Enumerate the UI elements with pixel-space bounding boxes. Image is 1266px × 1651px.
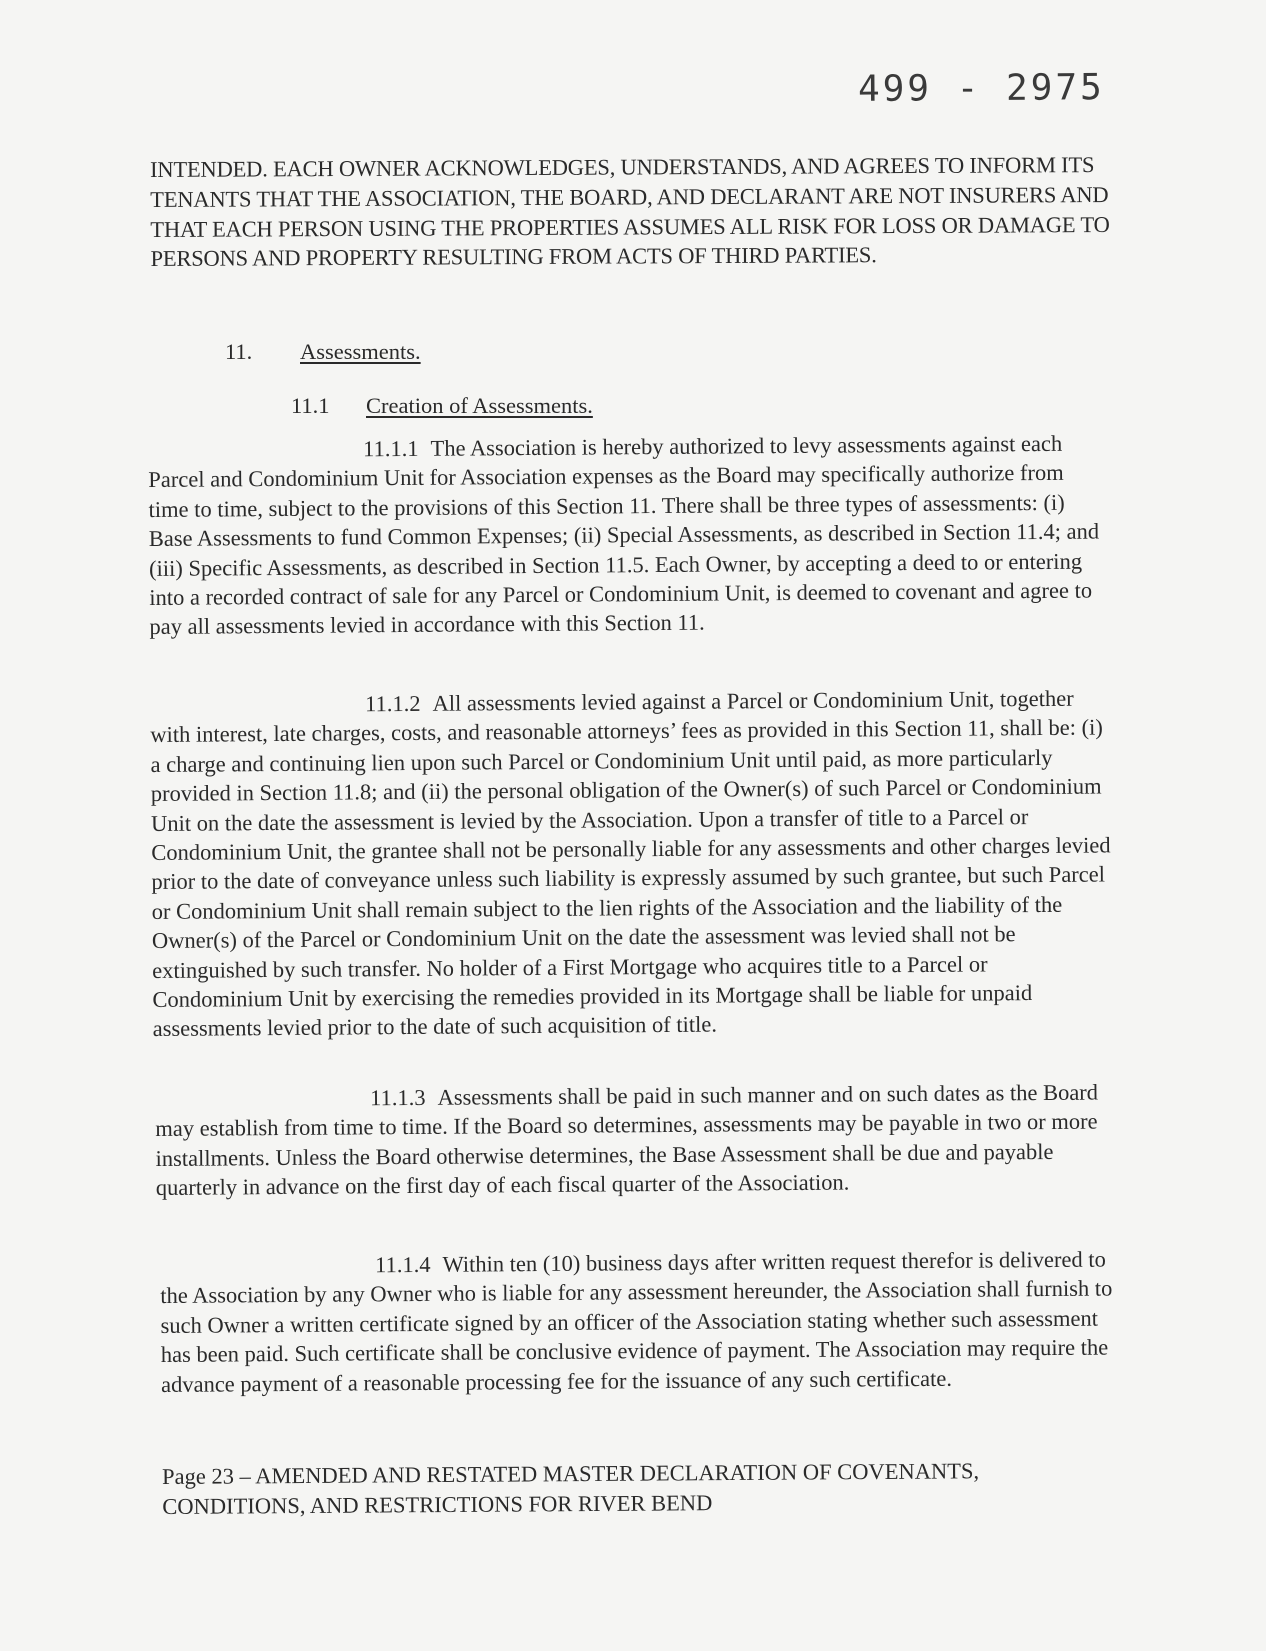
subsection-title: Creation of Assessments. bbox=[366, 393, 593, 418]
paragraph-text: All assessments levied against a Parcel or Condominium Unit, together with interest, late charges, costs, and reasonable attorneys’ fees as provided in this Section 11, shall be: (i) a charge and continuing lien upon such Parcel or Condominium Unit until paid, as more particularly provided in Section 11.8; and (ii) the personal obligation of the Owner(s) of such Parcel or Condominium Unit on the date the assessment is levied by the Association. Upon a transfer of title to a Parcel or Condominium Unit, the grantee shall not be personally liable for any assessments and other charges levied prior to the date of conveyance unless such liability is expressly assumed by such grantee, but such Parcel or Condominium Unit shall remain subject to the lien rights of the Association and the liability of the Owner(s) of the Parcel or Condominium Unit on the date the assessment was levied shall not be extinguished by such transfer. No holder of a First Mortgage who acquires title to a Parcel or Condominium Unit by exercising the remedies provided in its Mortgage shall be liable for unpaid assessments levied prior to the date of such acquisition of title. bbox=[150, 685, 1111, 1042]
paragraph-text: Assessments shall be paid in such manner and on such dates as the Board may establish from time to time. If the Board so determines, assessments may be payable in two or more installments. Unless the Board otherwise determines, the Base Assessment shall be due and payable quarterly in advance on the first day of each fiscal quarter of the Association. bbox=[155, 1079, 1099, 1201]
intro-caps-paragraph: INTENDED. EACH OWNER ACKNOWLEDGES, UNDERSTANDS, AND AGREES TO INFORM ITS TENANTS THAT THE ASSOCIATION, THE BOARD, AND DECLARANT ARE NOT INSURERS AND THAT EACH PERSON USING THE PROPERTIES ASSUMES ALL RISK FOR LOSS OR DAMAGE TO PERSONS AND PROPERTY RESULTING FROM ACTS OF THIRD PARTIES. bbox=[150, 152, 1110, 272]
paragraph-text: The Association is hereby authorized to levy assessments against each Parcel and Condominium Unit for Association expenses as the Board may specifically authorize from time to time, subject to the provisions of this Section 11. There shall be three types of assessments: (i) Base Assessments to fund Common Expenses; (ii) Special Assessments, as described in Section 11.4; and (iii) Specific Assessments, as described in Section 11.5. Each Owner, by accepting a deed to or entering into a recorded contract of sale for any Parcel or Condominium Unit, is deemed to covenant and agree to pay all assessments levied in accordance with this Section 11. bbox=[148, 430, 1100, 640]
paragraph-number: 11.1.4 bbox=[375, 1251, 431, 1278]
paragraph-11-1-3 bbox=[155, 1077, 1116, 1202]
subsection-heading bbox=[291, 393, 593, 419]
paragraph-number: 11.1.3 bbox=[370, 1084, 426, 1111]
subsection-number: 11.1 bbox=[291, 393, 330, 418]
paragraph-number: 11.1.2 bbox=[365, 690, 421, 717]
section-number: 11. bbox=[225, 339, 253, 364]
paragraph-11-1-1 bbox=[148, 428, 1110, 641]
section-heading bbox=[225, 339, 421, 365]
recording-number: 499 - 2975 bbox=[857, 67, 1105, 110]
paragraph-text: Within ten (10) business days after written request therefor is delivered to the Association by any Owner who is liable for any assessment hereunder, the Association shall furnish to such Owner a written certificate signed by an officer of the Association stating whether such assessment has been paid. Such certificate shall be conclusive evidence of payment. The Association may require the advance payment of a reasonable processing fee for the issuance of any such certificate. bbox=[160, 1246, 1113, 1397]
page-footer: Page 23 – AMENDED AND RESTATED MASTER DECLARATION OF COVENANTS, CONDITIONS, AND RESTRICTIONS FOR RIVER BEND bbox=[162, 1458, 980, 1519]
paragraph-11-1-4 bbox=[160, 1244, 1121, 1399]
paragraph-11-1-2 bbox=[150, 683, 1113, 1043]
section-title: Assessments. bbox=[300, 339, 421, 364]
paragraph-number: 11.1.1 bbox=[363, 435, 419, 462]
